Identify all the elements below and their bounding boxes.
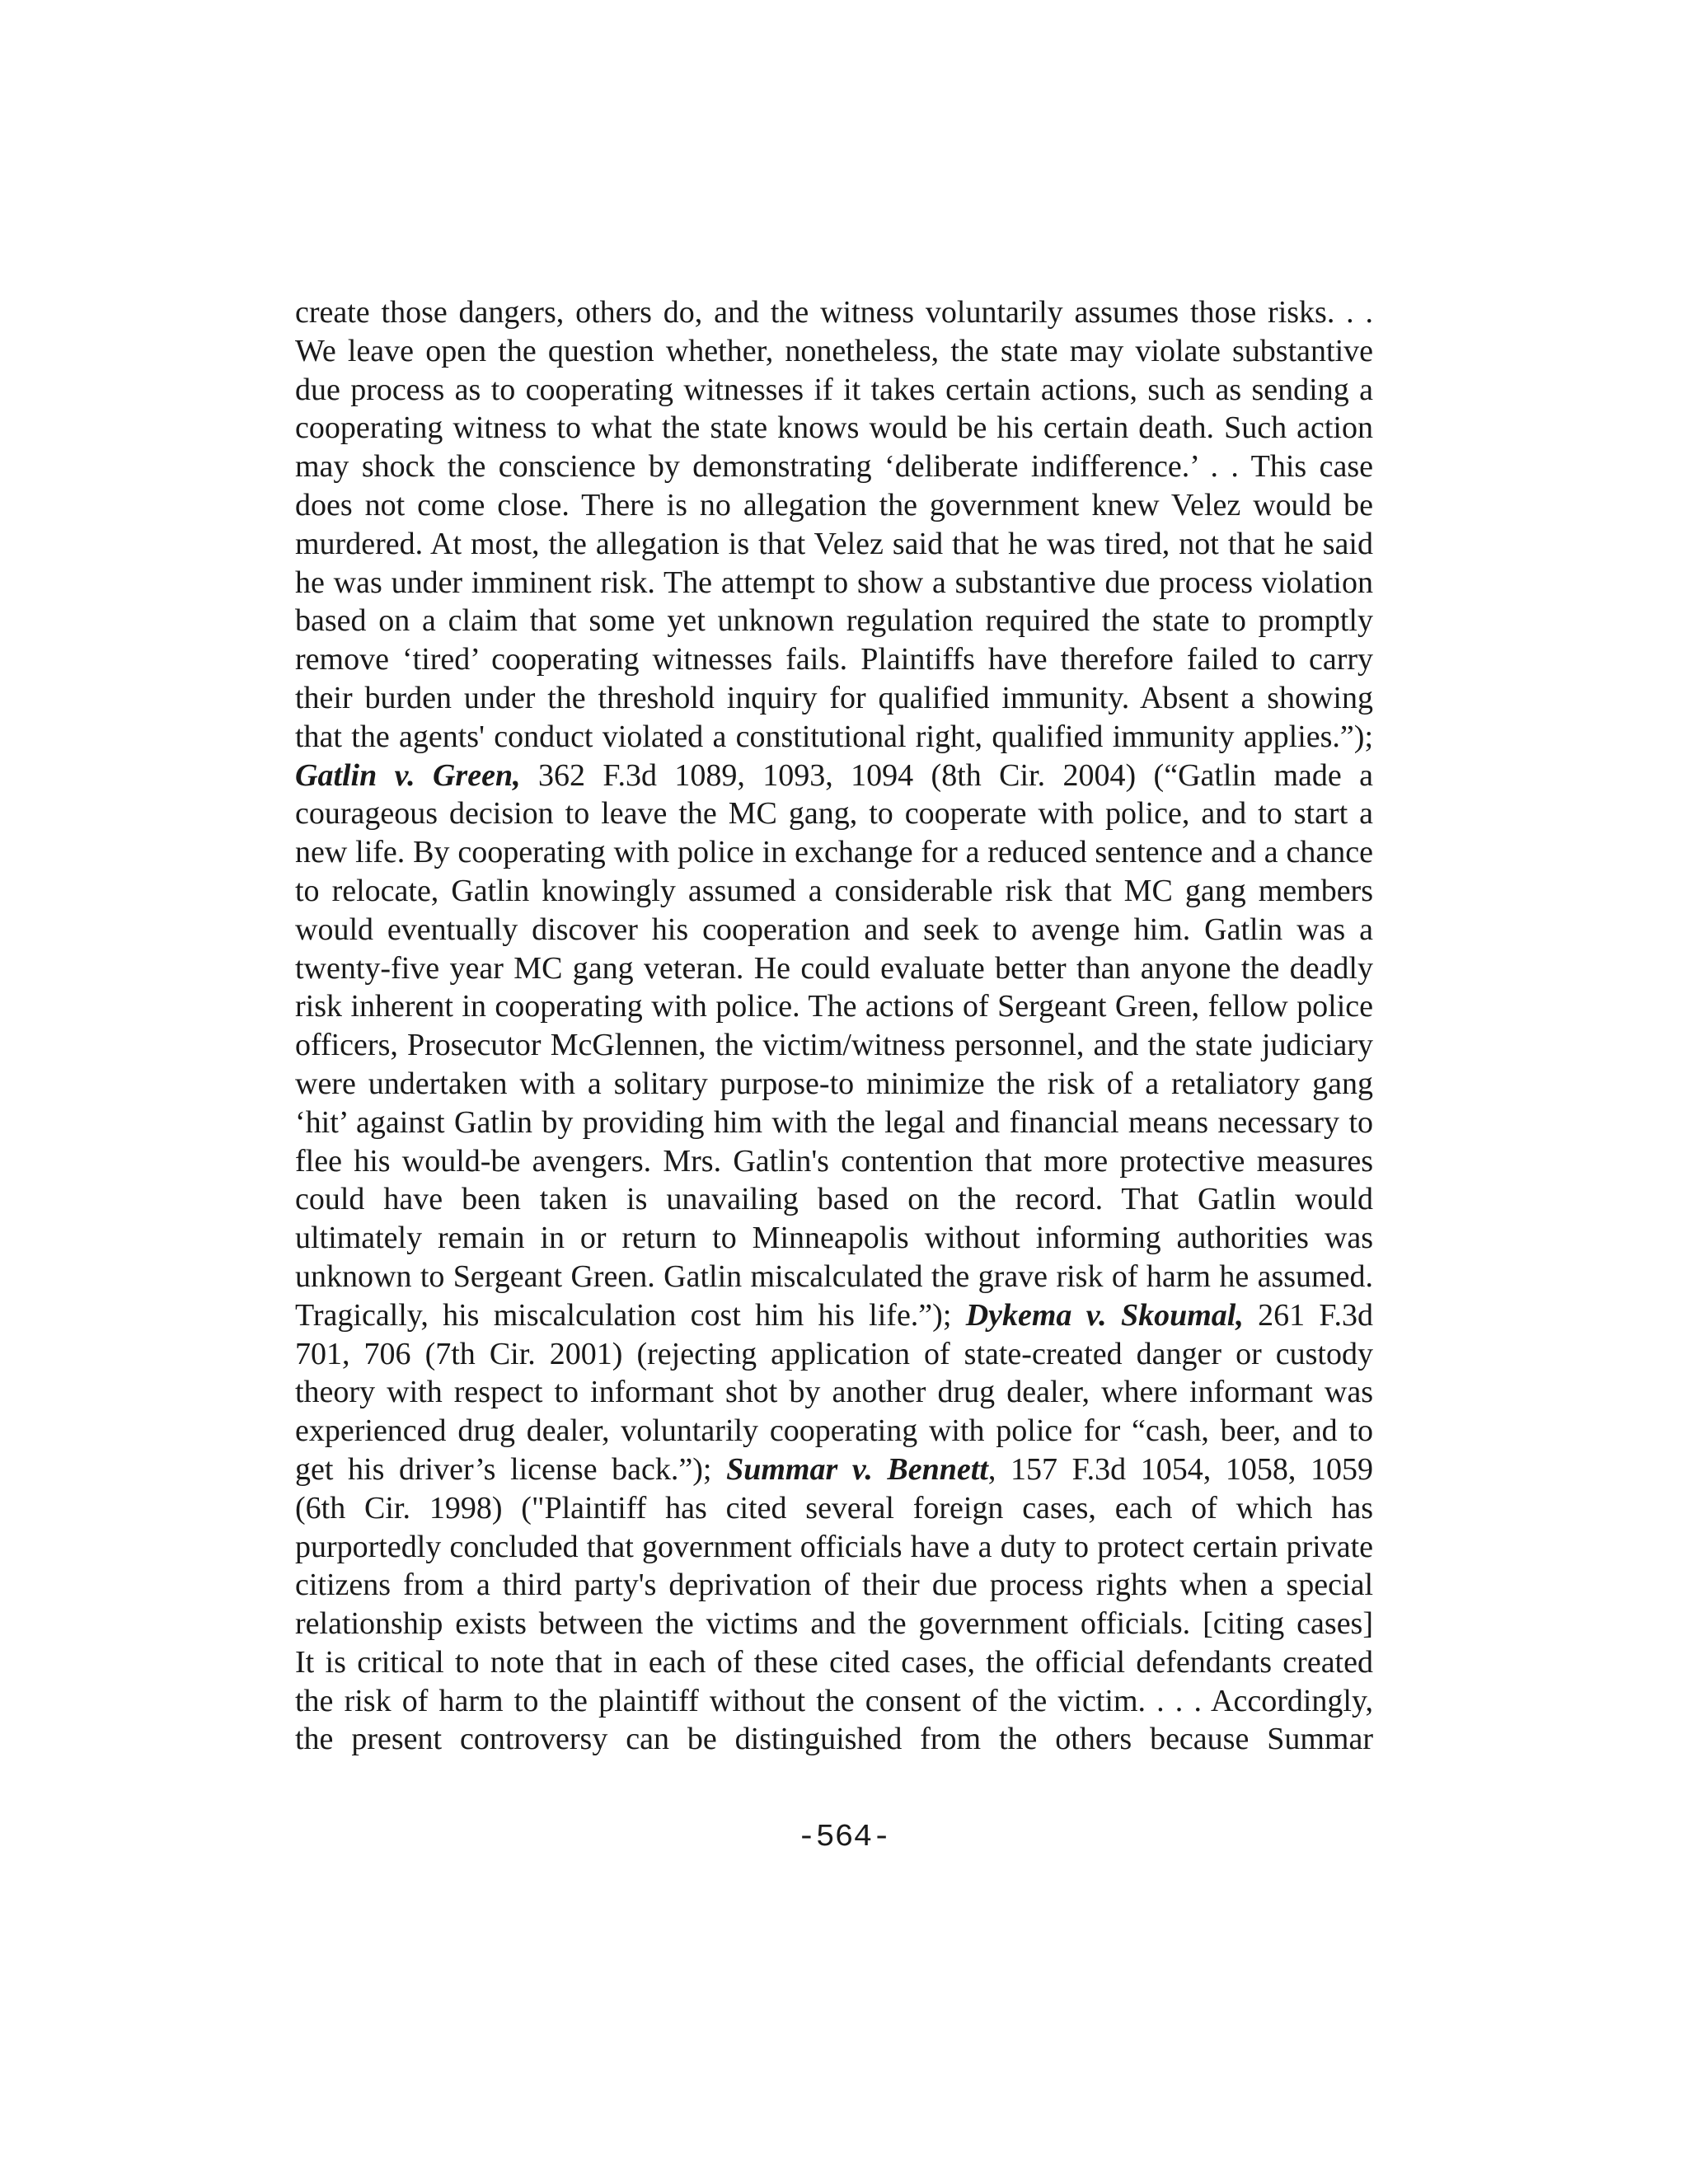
text-segment: Tragically, his miscalculation cost him his life.”); xyxy=(295,1297,966,1333)
text-line xyxy=(295,1026,1373,1065)
case-citation: Gatlin v. Green, xyxy=(295,757,521,793)
text-segment: cooperating witness to what the state knows would be his certain death. Such action xyxy=(295,410,1373,446)
text-line xyxy=(295,1065,1373,1104)
case-citation: Dykema v. Skoumal, xyxy=(965,1297,1244,1333)
text-segment: could have been taken is unavailing based on the record. That Gatlin would xyxy=(295,1182,1373,1217)
text-line xyxy=(295,718,1373,757)
text-line xyxy=(295,486,1373,525)
text-line xyxy=(295,448,1373,486)
text-segment: the present controversy can be distinguished from the others because Summar xyxy=(295,1722,1373,1757)
text-line xyxy=(295,1219,1373,1258)
text-line xyxy=(295,525,1373,564)
text-segment: 261 F.3d xyxy=(1243,1297,1374,1333)
text-segment: citizens from a third party's deprivation of their due process rights when a special xyxy=(295,1568,1373,1603)
text-segment: relationship exists between the victims and the government officials. [citing cases] xyxy=(295,1606,1373,1642)
case-citation: Summar v. Bennett xyxy=(726,1451,988,1487)
text-line xyxy=(295,911,1373,949)
text-line xyxy=(295,1566,1373,1605)
text-segment: theory with respect to informant shot by another drug dealer, where informant was xyxy=(295,1375,1373,1410)
text-line xyxy=(295,602,1373,640)
text-segment: We leave open the question whether, nonetheless, the state may violate substantive xyxy=(295,333,1373,368)
text-segment: murdered. At most, the allegation is that Velez said that he was tired, not that he said xyxy=(295,526,1373,561)
text-segment: twenty-five year MC gang veteran. He could evaluate better than anyone the deadly xyxy=(295,950,1373,986)
text-segment: new life. By cooperating with police in exchange for a reduced sentence and a chance xyxy=(295,835,1373,870)
text-segment: due process as to cooperating witnesses if it takes certain actions, such as sending a xyxy=(295,372,1373,407)
text-line xyxy=(295,1180,1373,1219)
text-line xyxy=(295,640,1373,679)
text-segment: that the agents' conduct violated a constitutional right, qualified immunity applies.”); xyxy=(295,719,1373,754)
text-segment: were undertaken with a solitary purpose-to minimize the risk of a retaliatory gang xyxy=(295,1066,1373,1101)
text-segment: does not come close. There is no allegation the government knew Velez would be xyxy=(295,487,1373,523)
text-line xyxy=(295,371,1373,410)
text-line xyxy=(295,1335,1373,1374)
document-body xyxy=(295,293,1373,1759)
text-line xyxy=(295,1412,1373,1451)
text-segment: remove ‘tired’ cooperating witnesses fails. Plaintiffs have therefore failed to carry xyxy=(295,642,1373,677)
text-line xyxy=(295,987,1373,1026)
text-line xyxy=(295,409,1373,448)
text-segment: , 157 F.3d 1054, 1058, 1059 xyxy=(987,1451,1373,1487)
text-segment: get his driver’s license back.”); xyxy=(295,1451,727,1487)
text-line xyxy=(295,1720,1373,1759)
text-segment: to relocate, Gatlin knowingly assumed a considerable risk that MC gang members xyxy=(295,873,1373,908)
text-segment: flee his would-be avengers. Mrs. Gatlin's contention that more protective measures xyxy=(295,1143,1373,1179)
text-line xyxy=(295,1296,1373,1335)
text-line xyxy=(295,757,1373,795)
text-line xyxy=(295,833,1373,872)
text-segment: unknown to Sergeant Green. Gatlin miscalculated the grave risk of harm he assumed. xyxy=(295,1258,1373,1294)
text-line xyxy=(295,679,1373,718)
text-segment: purportedly concluded that government officials have a duty to protect certain private xyxy=(295,1529,1373,1564)
text-line xyxy=(295,1451,1373,1489)
text-line xyxy=(295,1104,1373,1142)
text-segment: officers, Prosecutor McGlennen, the victim/witness personnel, and the state judiciary xyxy=(295,1028,1373,1063)
text-segment: It is critical to note that in each of these cited cases, the official defendants created xyxy=(295,1644,1373,1680)
text-line xyxy=(295,949,1373,988)
text-segment: 701, 706 (7th Cir. 2001) (rejecting application of state-created danger or custody xyxy=(295,1336,1373,1371)
text-line xyxy=(295,872,1373,911)
text-line xyxy=(295,794,1373,833)
text-segment: (6th Cir. 1998) ("Plaintiff has cited several foreign cases, each of which has xyxy=(295,1490,1373,1526)
text-segment: create those dangers, others do, and the witness voluntarily assumes those risks. . . xyxy=(295,295,1373,330)
text-line xyxy=(295,293,1373,332)
text-line xyxy=(295,1605,1373,1643)
text-line xyxy=(295,564,1373,602)
text-segment: the risk of harm to the plaintiff without the consent of the victim. . . . Accordingly, xyxy=(295,1683,1373,1718)
text-line xyxy=(295,1258,1373,1296)
text-line xyxy=(295,1489,1373,1528)
text-line xyxy=(295,332,1373,371)
page-number: -564- xyxy=(796,1820,892,1855)
text-line xyxy=(295,1682,1373,1721)
text-line xyxy=(295,1373,1373,1412)
text-segment: 362 F.3d 1089, 1093, 1094 (8th Cir. 2004) (“Gatlin made a xyxy=(520,757,1373,793)
text-line xyxy=(295,1142,1373,1181)
text-segment: ‘hit’ against Gatlin by providing him with the legal and financial means necessary to xyxy=(295,1104,1373,1140)
text-segment: ultimately remain in or return to Minneapolis without informing authorities was xyxy=(295,1221,1373,1256)
text-segment: based on a claim that some yet unknown regulation required the state to promptly xyxy=(295,603,1373,639)
text-segment: may shock the conscience by demonstrating ‘deliberate indifference.’ . . This case xyxy=(295,449,1373,485)
text-segment: experienced drug dealer, voluntarily cooperating with police for “cash, beer, and to xyxy=(295,1413,1373,1449)
text-line xyxy=(295,1528,1373,1567)
text-line xyxy=(295,1643,1373,1682)
text-segment: he was under imminent risk. The attempt to show a substantive due process violation xyxy=(295,565,1373,600)
text-segment: courageous decision to leave the MC gang, to cooperate with police, and to start a xyxy=(295,796,1373,832)
text-segment: risk inherent in cooperating with police. The actions of Sergeant Green, fellow police xyxy=(295,989,1373,1024)
text-segment: their burden under the threshold inquiry for qualified immunity. Absent a showing xyxy=(295,680,1373,715)
text-segment: would eventually discover his cooperation and seek to avenge him. Gatlin was a xyxy=(295,912,1373,947)
